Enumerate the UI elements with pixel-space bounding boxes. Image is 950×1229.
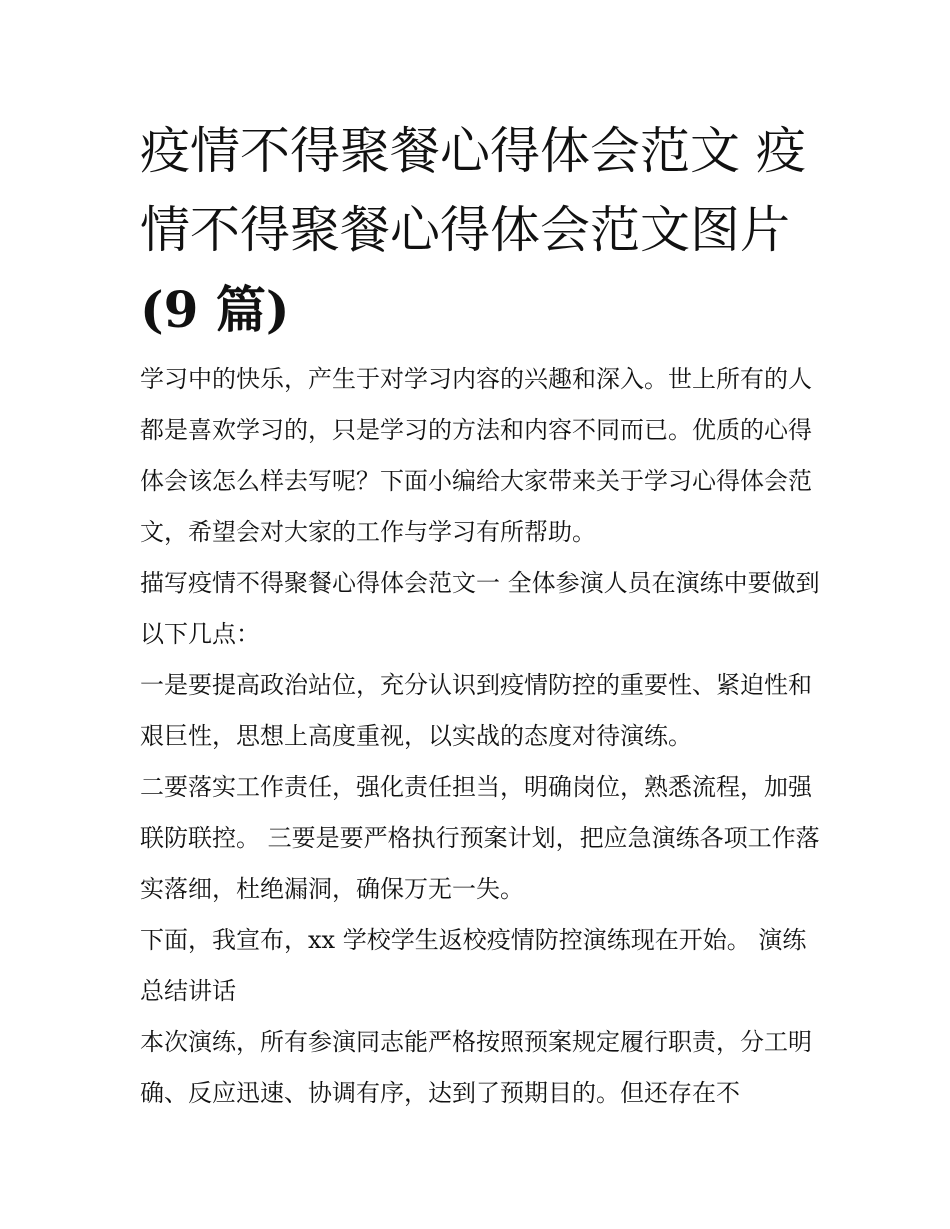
document-title bbox=[140, 112, 820, 350]
paragraph-intro: 学习中的快乐，产生于对学习内容的兴趣和深入。世上所有的人都是喜欢学习的，只是学习的方法和内容不同而已。优质的心得体会该怎么样去写呢？下面小编给大家带来关于学习心得体会范文，希望会对大家的工作与学习有所帮助。 bbox=[140, 365, 812, 546]
paragraph-heading-one: 描写疫情不得聚餐心得体会范文一 全体参演人员在演练中要做到以下几点： bbox=[140, 569, 820, 648]
title-count: (9 篇) bbox=[140, 280, 290, 339]
paragraph-point-one: 一是要提高政治站位，充分认识到疫情防控的重要性、紧迫性和艰巨性，思想上高度重视，以实战的态度对待演练。 bbox=[140, 671, 812, 750]
paragraph-point-two: 二要落实工作责任，强化责任担当，明确岗位，熟悉流程，加强联防联控。 三要是要严格执行预案计划，把应急演练各项工作落实落细，杜绝漏洞，确保万无一失。 bbox=[140, 773, 820, 903]
paragraph-announcement: 下面，我宣布，xx 学校学生返校疫情防控演练现在开始。 演练总结讲话 bbox=[140, 926, 807, 1005]
document-body bbox=[140, 354, 820, 1119]
paragraph-summary: 本次演练，所有参演同志能严格按照预案规定履行职责，分工明确、反应迅速、协调有序，达到了预期目的。但还存在不 bbox=[140, 1028, 812, 1107]
title-main: 疫情不得聚餐心得体会范文 疫情不得聚餐心得体会范文图片 bbox=[140, 122, 806, 259]
